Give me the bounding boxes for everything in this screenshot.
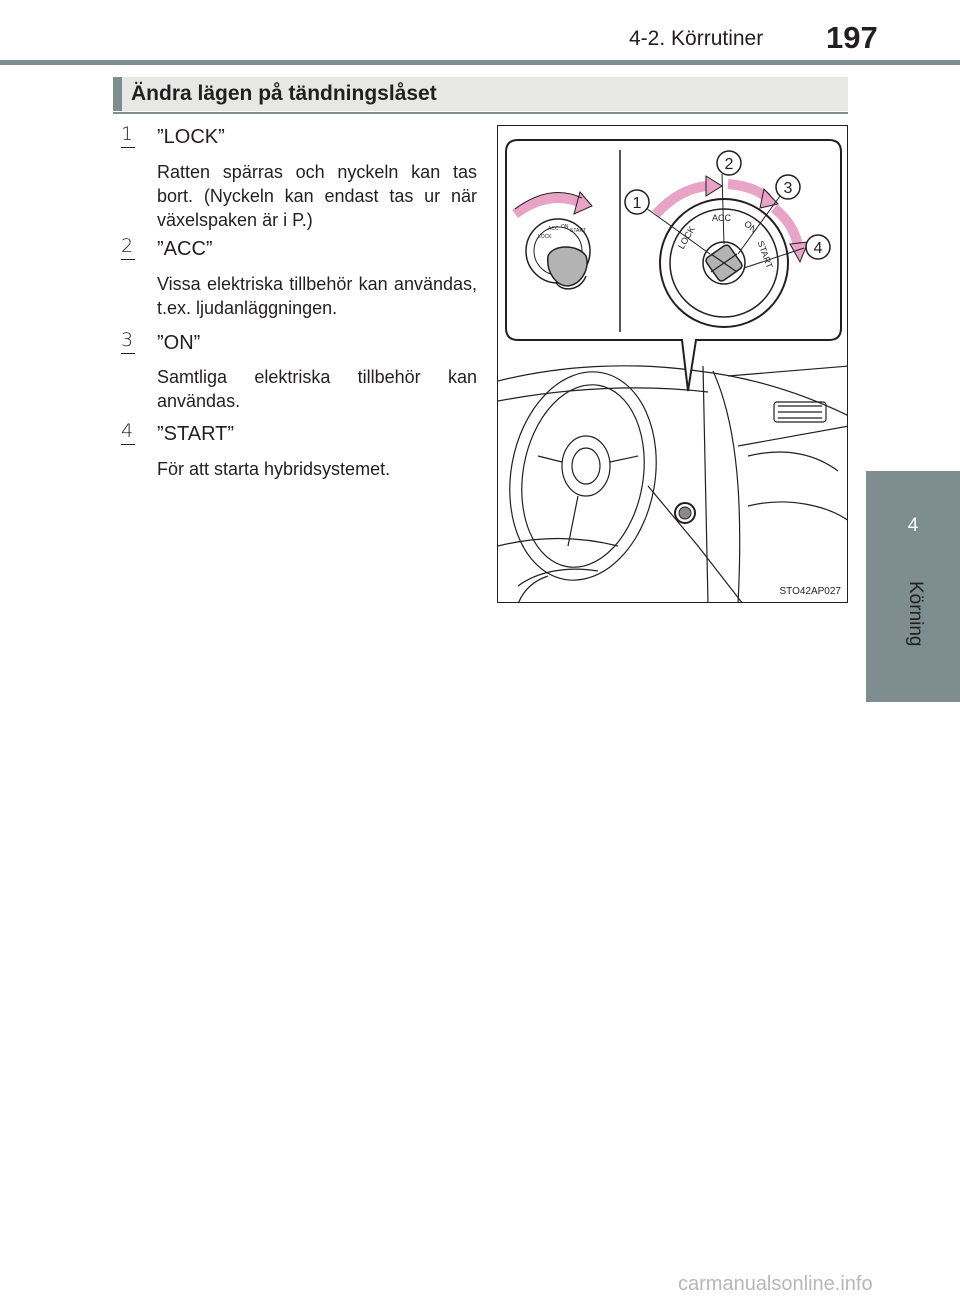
item-description: Ratten spärras och nyckeln kan tas bort. (Nyckeln kan endast tas ur när växelspaken är i P.) <box>157 162 477 230</box>
title-accent <box>113 77 122 111</box>
ignition-key-slot <box>675 503 695 523</box>
switch-label-on: ON <box>742 218 759 235</box>
callout-4 <box>806 235 830 259</box>
header-rule <box>0 60 960 65</box>
item-heading: ”START” <box>157 423 235 445</box>
small-label: START <box>570 228 586 234</box>
chapter-tab <box>866 471 960 702</box>
item-number: 3 <box>121 329 141 351</box>
switch-label-lock: LOCK <box>676 224 697 251</box>
switch-label-start: START <box>755 239 775 270</box>
small-label: LOCK <box>538 234 552 240</box>
ignition-switch-large <box>660 199 788 327</box>
chapter-number: 4 <box>907 515 919 536</box>
switch-label-acc: ACC <box>712 213 732 223</box>
ignition-switch-illustration <box>497 125 848 603</box>
chapter-label: Körning <box>905 581 926 647</box>
svg-text:1: 1 <box>632 195 642 212</box>
watermark: carmanualsonline.info <box>678 1273 873 1295</box>
item-heading: ”LOCK” <box>157 126 225 148</box>
item-number: 1 <box>121 123 141 145</box>
callout-1 <box>625 190 649 214</box>
item-heading: ”ON” <box>157 332 201 354</box>
item-description: Samtliga elektriska tillbehör kan användas. <box>157 367 477 411</box>
svg-text:3: 3 <box>783 180 793 197</box>
illustration-svg <box>498 126 848 603</box>
section-title-bar <box>113 77 848 111</box>
item-heading: ”ACC” <box>157 238 213 260</box>
item-number: 4 <box>121 420 141 442</box>
svg-text:4: 4 <box>813 240 823 257</box>
title-rule <box>113 112 848 114</box>
callout-3 <box>776 175 800 199</box>
item-description: Vissa elektriska tillbehör kan användas, t.ex. ljudanläggningen. <box>157 274 477 318</box>
section-title: Ändra lägen på tändningslåset <box>131 82 437 105</box>
item-number: 2 <box>121 235 141 257</box>
dashboard-drawing <box>498 360 848 603</box>
figure-code: STO42AP027 <box>779 586 841 597</box>
callout-2 <box>717 151 741 175</box>
page-number: 197 <box>826 20 878 55</box>
small-label: ON <box>561 224 569 230</box>
section-header: 4-2. Körrutiner <box>629 27 764 50</box>
item-description: För att starta hybridsystemet. <box>157 459 391 479</box>
svg-text:2: 2 <box>724 156 734 173</box>
small-label: ACC <box>548 226 559 232</box>
